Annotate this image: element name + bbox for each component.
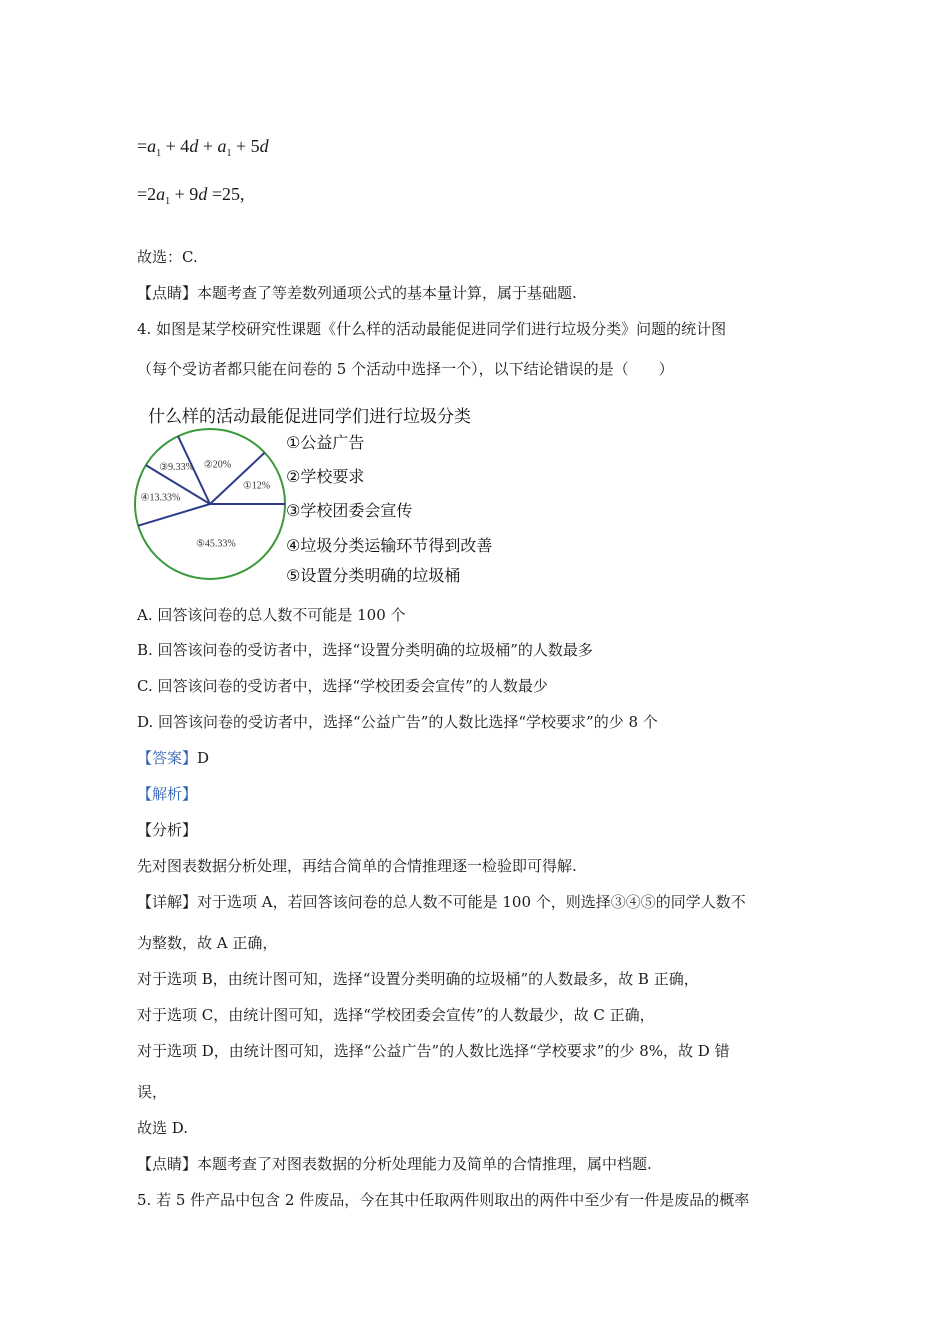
math-token: a bbox=[147, 136, 157, 156]
math-token: a bbox=[217, 136, 227, 156]
question-4-line-1: 4. 如图是某学校研究性课题《什么样的活动最能促进同学们进行垃圾分类》问题的统计图 bbox=[137, 320, 727, 338]
legend-item-5: ⑤设置分类明确的垃圾桶 bbox=[286, 566, 461, 585]
comment-text: 本题考查了对图表数据的分析处理能力及简单的合情推理，属中档题. bbox=[197, 1155, 652, 1173]
detail-line-1b: 为整数，故 A 正确， bbox=[137, 934, 278, 952]
final-choice: 故选 D. bbox=[137, 1119, 189, 1137]
pie-slice-label: ⑤45.33% bbox=[195, 538, 236, 550]
answer-value: D bbox=[197, 749, 210, 767]
math-token: =2 bbox=[137, 184, 157, 204]
detail-line-3: 对于选项 C，由统计图可知，选择“学校团委会宣传”的人数最少，故 C 正确， bbox=[137, 1006, 655, 1024]
math-token: =25 bbox=[211, 184, 240, 204]
math-token: d bbox=[259, 136, 269, 156]
comment-tag: 【点睛】 bbox=[137, 1155, 198, 1173]
equation-line-2 bbox=[137, 184, 244, 207]
previous-choice: 故选：C. bbox=[137, 248, 198, 266]
detail-line-4: 对于选项 D，由统计图可知，选择“公益广告”的人数比选择“学校要求”的少 8%，故 D 错 bbox=[137, 1042, 730, 1060]
option-c: C. 回答该问卷的受访者中，选择“学校团委会宣传”的人数最少 bbox=[137, 677, 548, 695]
final-comment bbox=[137, 1153, 652, 1174]
legend-item-1: ①公益广告 bbox=[286, 433, 365, 452]
detail-line-2: 对于选项 B，由统计图可知，选择“设置分类明确的垃圾桶”的人数最多，故 B 正确， bbox=[137, 970, 699, 988]
fenxi-text: 先对图表数据分析处理，再结合简单的合情推理逐一检验即可得解. bbox=[137, 857, 577, 875]
math-token: d bbox=[189, 136, 199, 156]
math-token: 1 bbox=[165, 196, 171, 207]
detail-tag: 【详解】 bbox=[137, 893, 198, 911]
previous-comment bbox=[137, 282, 577, 303]
detail-text: 对于选项 A，若回答该问卷的总人数不可能是 100 个，则选择③④⑤的同学人数不 bbox=[197, 893, 746, 911]
fenxi-tag: 【分析】 bbox=[137, 821, 198, 839]
math-token: 1 bbox=[226, 148, 232, 159]
chart-title: 什么样的活动最能促进同学们进行垃圾分类 bbox=[148, 407, 471, 427]
comment-tag: 【点睛】 bbox=[137, 284, 198, 302]
question-5-line-1: 5. 若 5 件产品中包含 2 件废品，今在其中任取两件则取出的两件中至少有一件是废品的概率 bbox=[137, 1191, 750, 1209]
math-token: + bbox=[202, 136, 213, 156]
math-token: = bbox=[137, 136, 148, 156]
detail-line-1 bbox=[137, 891, 746, 912]
answer-tag: 【答案】 bbox=[137, 749, 198, 767]
option-a: A. 回答该问卷的总人数不可能是 100 个 bbox=[137, 606, 406, 624]
math-token: a bbox=[156, 184, 166, 204]
pie-slice-label: ①12% bbox=[242, 480, 271, 492]
math-token: + 4 bbox=[165, 136, 190, 156]
pie-slice-label: ④13.33% bbox=[140, 492, 181, 504]
comment-text: 本题考查了等差数列通项公式的基本量计算，属于基础题. bbox=[197, 284, 577, 302]
pie-slice-label: ②20% bbox=[203, 459, 232, 471]
jiexi-tag: 【解析】 bbox=[137, 785, 198, 803]
pie-spoke bbox=[138, 504, 210, 526]
equation-line-1 bbox=[137, 136, 269, 159]
pie-slice-label: ③9.33% bbox=[159, 461, 194, 473]
math-token: , bbox=[239, 184, 245, 204]
legend-item-2: ②学校要求 bbox=[286, 467, 365, 486]
math-token: 1 bbox=[156, 148, 162, 159]
option-b: B. 回答该问卷的受访者中，选择“设置分类明确的垃圾桶”的人数最多 bbox=[137, 641, 593, 659]
pie-chart bbox=[130, 424, 290, 584]
legend-item-4: ④垃圾分类运输环节得到改善 bbox=[286, 536, 493, 555]
math-token: d bbox=[198, 184, 208, 204]
math-token: + 9 bbox=[174, 184, 199, 204]
question-4-line-2: （每个受访者都只能在问卷的 5 个活动中选择一个），以下结论错误的是（ ） bbox=[137, 360, 674, 378]
option-d: D. 回答该问卷的受访者中，选择“公益广告”的人数比选择“学校要求”的少 8 个 bbox=[137, 713, 658, 731]
legend-item-3: ③学校团委会宣传 bbox=[286, 501, 413, 520]
detail-line-4b: 误， bbox=[137, 1083, 168, 1101]
math-token: + 5 bbox=[235, 136, 260, 156]
answer bbox=[137, 747, 209, 768]
